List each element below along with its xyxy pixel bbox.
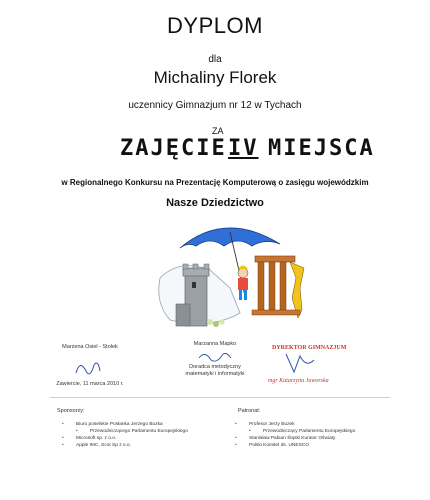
place-number: IV [228, 136, 259, 161]
left-signer-name: Marzena Osiel - Stolek [62, 344, 118, 350]
place-suffix: MIEJSCA [268, 136, 375, 161]
left-signature-block [50, 344, 130, 388]
patron-item: • Polski Komitet ds. UNESCO [235, 442, 355, 449]
director-stamp-title: DYREKTOR GIMNAZJUM [272, 345, 347, 351]
handwritten-place [120, 126, 375, 166]
ruins-columns [252, 256, 304, 318]
director-signature-scribble [280, 350, 320, 376]
middle-signer-role-1: Doradca metodyczny [189, 364, 241, 370]
patron-item: • Profesor Jerzy Buzek [235, 421, 355, 428]
left-signature-date: Zawiercie, 11 marca 2010 r. [56, 381, 124, 387]
footer-divider [50, 397, 390, 398]
middle-signer-name: Marzanna Mapko [193, 341, 237, 347]
contest-line: w Regionalnego Konkursu na Prezentację Komputerową o zasięgu wojewódzkim [61, 178, 369, 187]
recipient-name: Michaliny Florek [153, 68, 277, 87]
diploma-title: DYPLOM [167, 13, 263, 38]
patron-item: • Przewodniczący Parlamentu Europejskiego [235, 428, 355, 435]
castle-umbrella-illustration [150, 218, 310, 336]
patrons-heading: Patronat: [238, 408, 261, 414]
middle-signature-scribble [195, 350, 235, 364]
middle-signer-role-2: matematyki i informatyki [185, 371, 245, 377]
left-signature-scribble [70, 357, 110, 379]
project-title: Nasze Dziedzictwo [166, 197, 264, 209]
for-label: dla [208, 54, 222, 65]
place-za: ZA [212, 126, 224, 136]
patrons-list [235, 421, 355, 449]
child-figure [238, 266, 248, 301]
patron-item: • Stanisław Pabian Śląski Kurator Oświaty [235, 435, 355, 442]
school-line: uczennicy Gimnazjum nr 12 w Tychach [128, 100, 302, 111]
sponsors-heading: Sponsorzy: [57, 408, 85, 414]
middle-signature-block [175, 341, 255, 378]
sponsor-item: • Microsoft sp. z o.o. [62, 435, 188, 442]
sponsor-item: • Przewodniczącego Parlamentu Europejskiego [62, 428, 188, 435]
sponsor-item: • Apple IMC, Scot Sp z o.o. [62, 442, 188, 449]
place-prefix: ZAJĘCIE [120, 136, 227, 161]
sponsors-list [62, 421, 188, 449]
director-stamp-name: mgr Katarzyna Juworska [268, 378, 329, 384]
sponsor-item: • Biuro poselskie Posłanka Jerzego Buzka [62, 421, 188, 428]
